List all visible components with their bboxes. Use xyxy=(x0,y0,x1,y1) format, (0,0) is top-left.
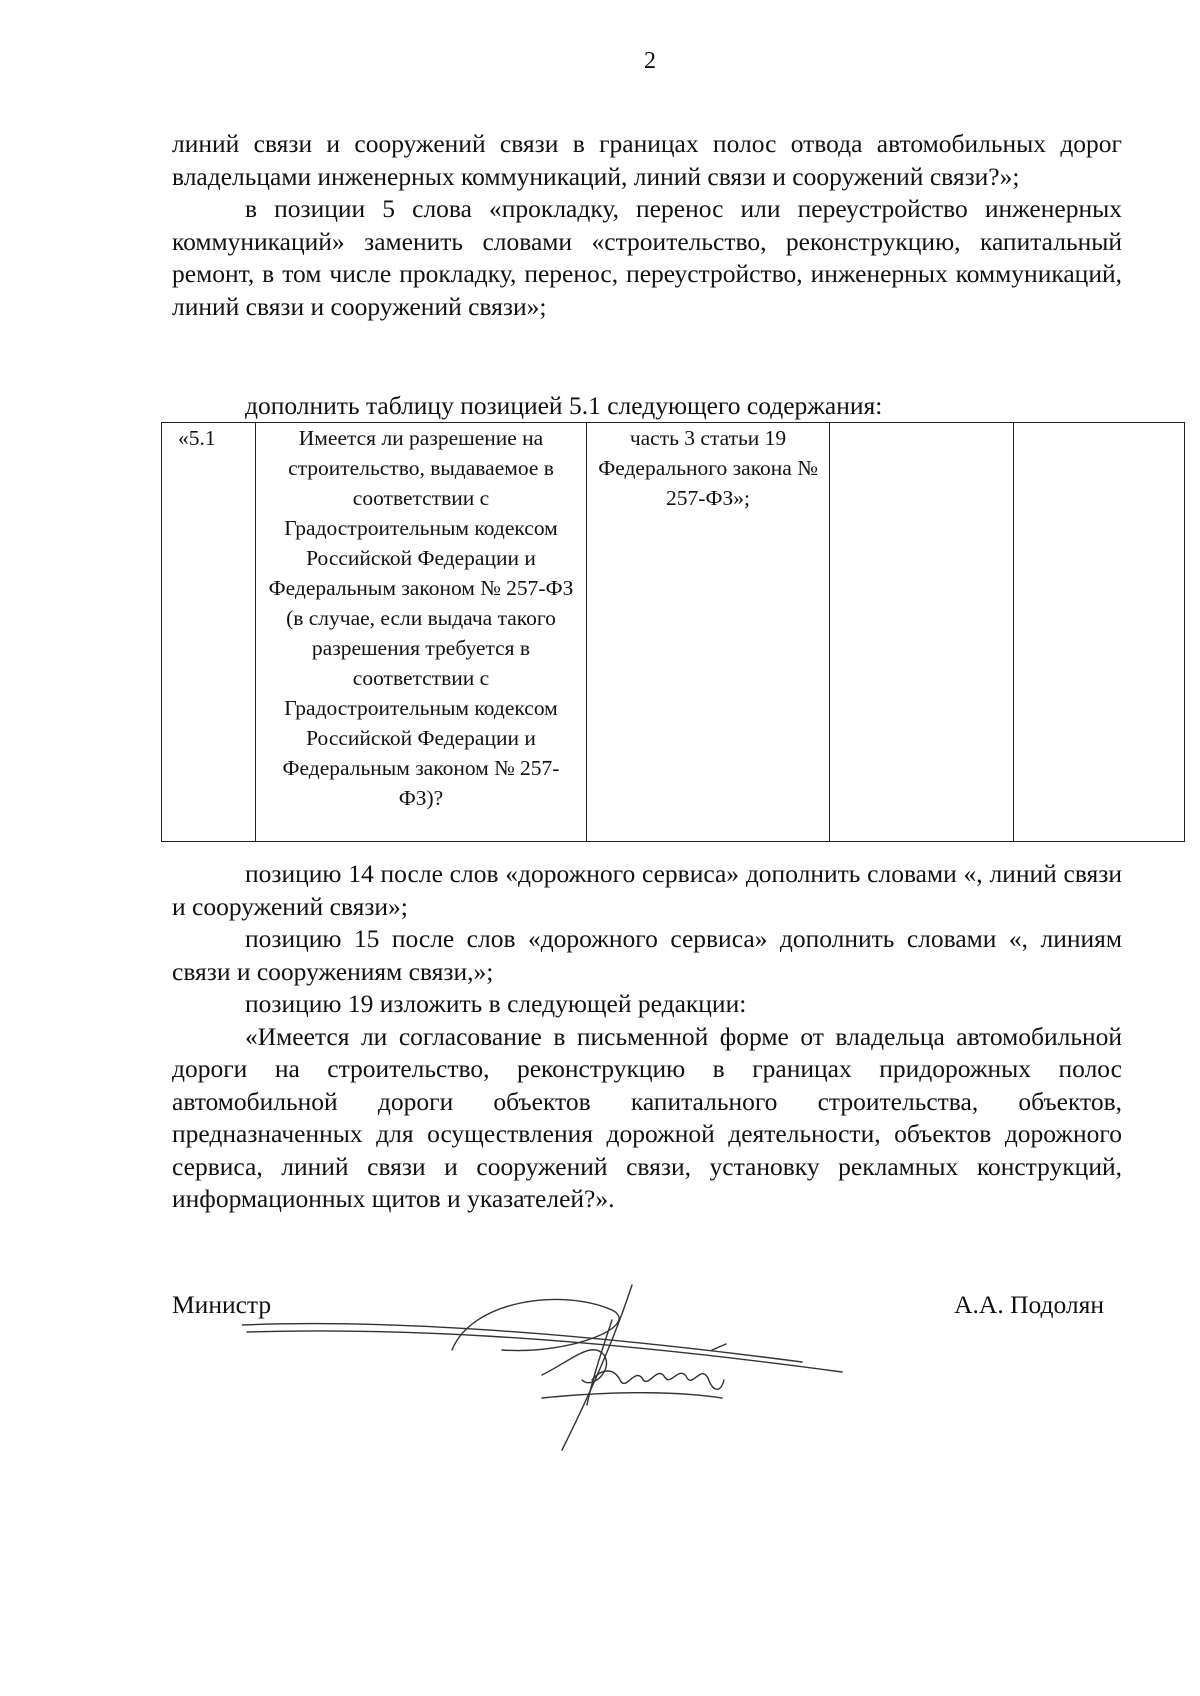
handwritten-signature xyxy=(242,1280,882,1480)
paragraph-position-5: в позиции 5 слова «прокладку, перенос или переустройство инженерных коммуникаций» заменить словами «строительство, реконструкцию, капитальный ремонт, в том числе прокладку, перенос, переустройство, инженерных коммуникаций, линий связи и сооружений связи»; xyxy=(172,194,1122,321)
paragraph-position-15: позицию 15 после слов «дорожного сервиса» дополнить словами «, линиям связи и сооружениям связи,»; xyxy=(172,924,1122,986)
text-block-top xyxy=(172,128,1122,323)
cell-question: Имеется ли разрешение на строительство, выдаваемое в соответствии с Градостроительным кодексом Российской Федерации и Федеральным законом № 257-ФЗ (в случае, если выдача такого разрешения требуется в соответствии с Градостроительным кодексом Российской Федерации и Федеральным законом № 257-ФЗ)? xyxy=(256,423,587,842)
amendment-table xyxy=(161,422,1185,842)
cell-empty-5 xyxy=(1014,423,1185,842)
text-block-bottom xyxy=(172,858,1122,1216)
cell-position-number: «5.1 xyxy=(162,423,256,842)
cell-empty-4 xyxy=(830,423,1014,842)
signature-area xyxy=(172,1290,1122,1490)
paragraph-continuation: линий связи и сооружений связи в границах полос отвода автомобильных дорог владельцами инженерных коммуникаций, линий связи и сооружений связи?»; xyxy=(172,129,1122,191)
signatory-title: Министр xyxy=(172,1290,272,1319)
paragraph-position-19-text: «Имеется ли согласование в письменной форме от владельца автомобильной дороги на строительство, реконструкцию в границах придорожных полос автомобильной дороги объектов капитального строительства, объектов, предназначенных для осуществления дорожной деятельности, объектов дорожного сервиса, линий связи и сооружений связи, установку рекламных конструкций, информационных щитов и указателей?». xyxy=(172,1021,1122,1213)
table-row xyxy=(162,423,1185,842)
paragraph-position-14: позицию 14 после слов «дорожного сервиса» дополнить словами «, линий связи и сооружений связи»; xyxy=(172,859,1122,921)
paragraph-position-19: позицию 19 изложить в следующей редакции: xyxy=(245,989,747,1018)
cell-reference: часть 3 статьи 19 Федерального закона № 257-ФЗ»; xyxy=(587,423,830,842)
table-intro: дополнить таблицу позицией 5.1 следующего содержания: xyxy=(245,391,883,420)
signatory-name: А.А. Подолян xyxy=(954,1290,1104,1319)
page-number: 2 xyxy=(644,48,656,74)
